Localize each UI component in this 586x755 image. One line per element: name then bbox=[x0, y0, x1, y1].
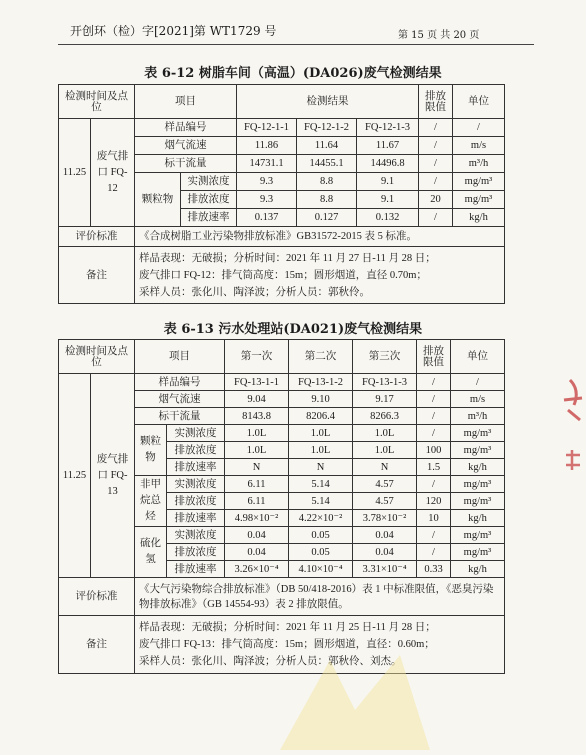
value-cell: 3.26×10⁻⁴ bbox=[225, 561, 289, 578]
value-cell: N bbox=[225, 459, 289, 476]
remark-line: 采样人员：张化川、陶泽波；分析人员：郭秋伶、刘杰。 bbox=[139, 656, 402, 667]
unit-cell: mg/m³ bbox=[453, 191, 505, 209]
header-time-location: 检测时间及点位 bbox=[59, 85, 135, 119]
header-time-location: 检测时间及点位 bbox=[59, 340, 135, 374]
date-cell: 11.25 bbox=[59, 119, 91, 227]
group-h2s: 硫化氢 bbox=[135, 527, 167, 578]
value-cell: 1.0L bbox=[289, 442, 353, 459]
row-label: 排放速率 bbox=[167, 510, 225, 527]
report-number: 开创环（检）字[2021]第 WT1729 号 bbox=[70, 24, 277, 38]
value-cell: 9.10 bbox=[289, 391, 353, 408]
limit-cell: / bbox=[417, 391, 451, 408]
row-label: 烟气流速 bbox=[135, 391, 225, 408]
limit-cell: / bbox=[419, 137, 453, 155]
value-cell: 9.04 bbox=[225, 391, 289, 408]
unit-cell: kg/h bbox=[451, 510, 505, 527]
outlet-cell: 废气排口 FQ-12 bbox=[91, 119, 135, 227]
row-label: 实测浓度 bbox=[167, 527, 225, 544]
unit-cell: / bbox=[451, 374, 505, 391]
unit-cell: kg/h bbox=[451, 561, 505, 578]
value-cell: 11.86 bbox=[237, 137, 297, 155]
limit-cell: 120 bbox=[417, 493, 451, 510]
value-cell: 8206.4 bbox=[289, 408, 353, 425]
value-cell: 0.04 bbox=[353, 527, 417, 544]
value-cell: FQ-12-1-2 bbox=[297, 119, 357, 137]
value-cell: 1.0L bbox=[225, 425, 289, 442]
header-result: 检测结果 bbox=[237, 85, 419, 119]
value-cell: 4.57 bbox=[353, 476, 417, 493]
value-cell: 14731.1 bbox=[237, 155, 297, 173]
page-number: 第 15 页 共 20 页 bbox=[398, 30, 480, 41]
value-cell: 4.22×10⁻² bbox=[289, 510, 353, 527]
row-label: 实测浓度 bbox=[181, 173, 237, 191]
unit-cell: mg/m³ bbox=[451, 527, 505, 544]
header-third: 第三次 bbox=[353, 340, 417, 374]
row-label: 排放速率 bbox=[167, 459, 225, 476]
remark-label: 备注 bbox=[59, 247, 135, 304]
unit-cell: m/s bbox=[453, 137, 505, 155]
limit-cell: 0.33 bbox=[417, 561, 451, 578]
unit-cell: kg/h bbox=[453, 209, 505, 227]
limit-cell: / bbox=[417, 527, 451, 544]
value-cell: 0.127 bbox=[297, 209, 357, 227]
header-item: 项目 bbox=[135, 85, 237, 119]
limit-cell: / bbox=[419, 119, 453, 137]
header-unit: 单位 bbox=[451, 340, 505, 374]
limit-cell: / bbox=[419, 155, 453, 173]
row-label: 排放速率 bbox=[167, 561, 225, 578]
header-first: 第一次 bbox=[225, 340, 289, 374]
value-cell: 11.67 bbox=[357, 137, 419, 155]
value-cell: 9.3 bbox=[237, 173, 297, 191]
row-label: 实测浓度 bbox=[167, 425, 225, 442]
row-label: 样品编号 bbox=[135, 374, 225, 391]
value-cell: 14496.8 bbox=[357, 155, 419, 173]
value-cell: FQ-13-1-3 bbox=[353, 374, 417, 391]
limit-cell: / bbox=[417, 544, 451, 561]
value-cell: 0.132 bbox=[357, 209, 419, 227]
value-cell: 3.78×10⁻² bbox=[353, 510, 417, 527]
header-limit: 排放限值 bbox=[419, 85, 453, 119]
remark-line: 废气排口 FQ-13：排气筒高度：15m；圆形烟道，直径：0.60m； bbox=[139, 639, 435, 650]
standard-label: 评价标准 bbox=[59, 578, 135, 616]
value-cell: 8.8 bbox=[297, 191, 357, 209]
unit-cell: mg/m³ bbox=[451, 476, 505, 493]
header-limit: 排放限值 bbox=[417, 340, 451, 374]
value-cell: 0.04 bbox=[225, 527, 289, 544]
value-cell: 4.98×10⁻² bbox=[225, 510, 289, 527]
watermark-icon bbox=[260, 650, 440, 755]
unit-cell: / bbox=[453, 119, 505, 137]
remark-line: 样品表现：无破损；分析时间：2021 年 11 月 25 日-11 月 28 日； bbox=[139, 622, 436, 633]
limit-cell: 10 bbox=[417, 510, 451, 527]
seal-fragment-icon bbox=[550, 370, 586, 490]
row-label: 排放浓度 bbox=[167, 442, 225, 459]
table2 bbox=[58, 339, 505, 674]
value-cell: 1.0L bbox=[353, 425, 417, 442]
value-cell: 6.11 bbox=[225, 493, 289, 510]
table2-title: 表 6-13 污水处理站(DA021)废气检测结果 bbox=[163, 322, 423, 337]
value-cell: 9.1 bbox=[357, 191, 419, 209]
limit-cell: / bbox=[417, 408, 451, 425]
date-cell: 11.25 bbox=[59, 374, 91, 578]
limit-cell: / bbox=[417, 374, 451, 391]
unit-cell: m³/h bbox=[453, 155, 505, 173]
value-cell: 0.04 bbox=[353, 544, 417, 561]
remark-line: 采样人员：张化川、陶泽波；分析人员：郭秋伶。 bbox=[139, 286, 370, 298]
group-particle: 颗粒物 bbox=[135, 173, 181, 227]
unit-cell: mg/m³ bbox=[451, 493, 505, 510]
value-cell: 0.05 bbox=[289, 544, 353, 561]
value-cell: 14455.1 bbox=[297, 155, 357, 173]
value-cell: 8.8 bbox=[297, 173, 357, 191]
value-cell: 5.14 bbox=[289, 493, 353, 510]
row-label: 排放浓度 bbox=[181, 191, 237, 209]
value-cell: 1.0L bbox=[289, 425, 353, 442]
remark-line: 废气排口 FQ-12：排气筒高度：15m；圆形烟道，直径 0.70m； bbox=[139, 269, 427, 281]
limit-cell: / bbox=[417, 425, 451, 442]
value-cell: FQ-12-1-3 bbox=[357, 119, 419, 137]
unit-cell: kg/h bbox=[451, 459, 505, 476]
row-label: 实测浓度 bbox=[167, 476, 225, 493]
limit-cell: 100 bbox=[417, 442, 451, 459]
row-label: 排放浓度 bbox=[167, 544, 225, 561]
row-label: 烟气流速 bbox=[135, 137, 237, 155]
unit-cell: mg/m³ bbox=[451, 442, 505, 459]
header-unit: 单位 bbox=[453, 85, 505, 119]
header-second: 第二次 bbox=[289, 340, 353, 374]
group-particle: 颗粒物 bbox=[135, 425, 167, 476]
remark-label: 备注 bbox=[59, 616, 135, 674]
value-cell: 5.14 bbox=[289, 476, 353, 493]
limit-cell: / bbox=[417, 476, 451, 493]
value-cell: N bbox=[353, 459, 417, 476]
header-item: 项目 bbox=[135, 340, 225, 374]
standard-text: 《合成树脂工业污染物排放标准》GB31572-2015 表 5 标准。 bbox=[135, 227, 505, 247]
row-label: 样品编号 bbox=[135, 119, 237, 137]
standard-text: 《大气污染物综合排放标准》（DB 50/418-2016）表 1 中标准限值，《恶臭污染物排放标准》（GB 14554-93）表 2 排放限值。 bbox=[135, 578, 505, 616]
value-cell: 8266.3 bbox=[353, 408, 417, 425]
unit-cell: mg/m³ bbox=[451, 544, 505, 561]
value-cell: 6.11 bbox=[225, 476, 289, 493]
value-cell: 9.3 bbox=[237, 191, 297, 209]
limit-cell: / bbox=[419, 173, 453, 191]
value-cell: 1.0L bbox=[225, 442, 289, 459]
value-cell: 4.10×10⁻⁴ bbox=[289, 561, 353, 578]
group-nmhc: 非甲烷总烃 bbox=[135, 476, 167, 527]
value-cell: 3.31×10⁻⁴ bbox=[353, 561, 417, 578]
value-cell: FQ-12-1-1 bbox=[237, 119, 297, 137]
row-label: 标干流量 bbox=[135, 408, 225, 425]
value-cell: N bbox=[289, 459, 353, 476]
row-label: 排放速率 bbox=[181, 209, 237, 227]
row-label: 排放浓度 bbox=[167, 493, 225, 510]
row-label: 标干流量 bbox=[135, 155, 237, 173]
value-cell: 9.1 bbox=[357, 173, 419, 191]
limit-cell: 20 bbox=[419, 191, 453, 209]
value-cell: 4.57 bbox=[353, 493, 417, 510]
limit-cell: / bbox=[419, 209, 453, 227]
unit-cell: m³/h bbox=[451, 408, 505, 425]
value-cell: 0.137 bbox=[237, 209, 297, 227]
remark-line: 样品表现：无破损；分析时间：2021 年 11 月 27 日-11 月 28 日； bbox=[139, 252, 436, 264]
standard-label: 评价标准 bbox=[59, 227, 135, 247]
value-cell: 0.05 bbox=[289, 527, 353, 544]
value-cell: FQ-13-1-1 bbox=[225, 374, 289, 391]
value-cell: 0.04 bbox=[225, 544, 289, 561]
header-rule bbox=[58, 44, 534, 45]
limit-cell: 1.5 bbox=[417, 459, 451, 476]
unit-cell: mg/m³ bbox=[451, 425, 505, 442]
unit-cell: m/s bbox=[451, 391, 505, 408]
table1-title: 表 6-12 树脂车间（高温）(DA026)废气检测结果 bbox=[144, 66, 442, 81]
unit-cell: mg/m³ bbox=[453, 173, 505, 191]
value-cell: 8143.8 bbox=[225, 408, 289, 425]
value-cell: 9.17 bbox=[353, 391, 417, 408]
outlet-cell: 废气排口 FQ-13 bbox=[91, 374, 135, 578]
value-cell: 1.0L bbox=[353, 442, 417, 459]
value-cell: 11.64 bbox=[297, 137, 357, 155]
remark-text bbox=[135, 247, 505, 304]
value-cell: FQ-13-1-2 bbox=[289, 374, 353, 391]
table1 bbox=[58, 84, 505, 304]
